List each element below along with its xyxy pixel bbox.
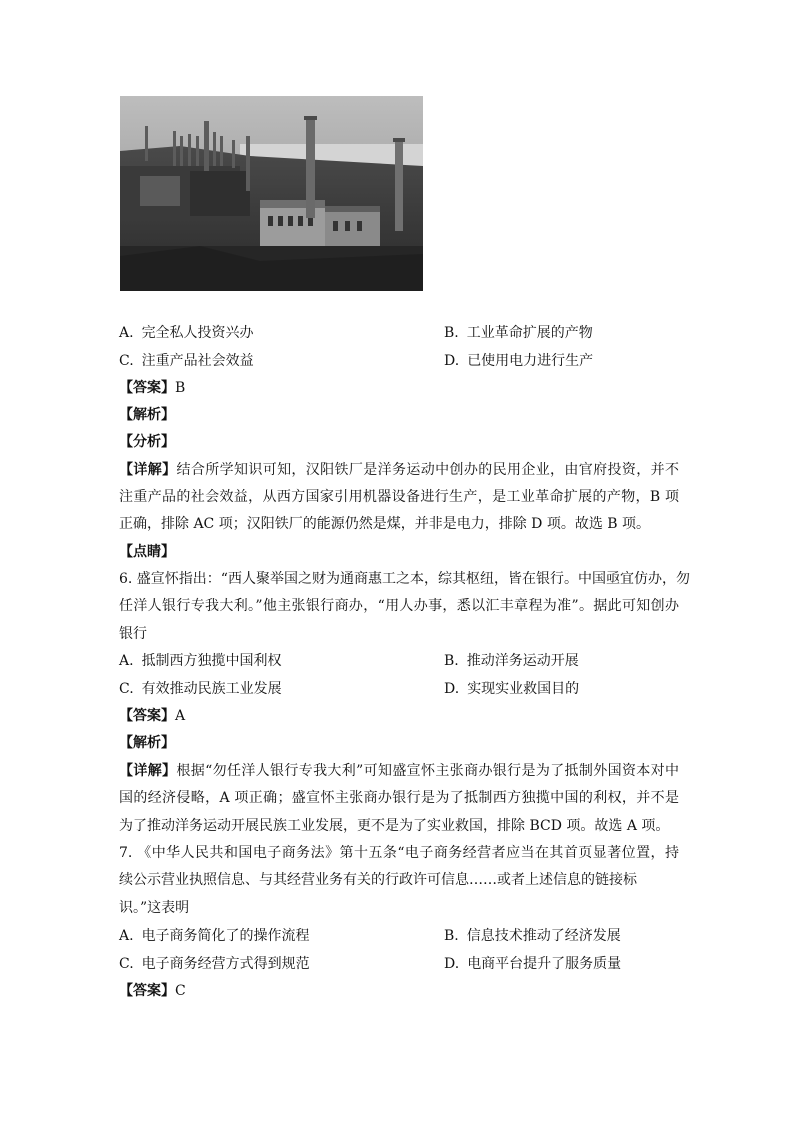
q6-analysis-label: 【解析】 (119, 735, 175, 751)
q6-option-c (119, 680, 282, 698)
answer-label: 【答案】 (119, 708, 175, 724)
option-letter: B. (444, 653, 459, 669)
q5-analysis-label: 【解析】 (119, 407, 175, 423)
q5-detail-line-1 (119, 461, 679, 479)
q7-option-a (119, 927, 310, 945)
q5-detail-line-3: 正确，排除 AC 项；汉阳铁厂的能源仍然是煤，并非是电力，排除 D 项。故选 B 项。 (119, 516, 651, 532)
option-text: 已使用电力进行生产 (467, 353, 594, 369)
q5-option-c (119, 352, 254, 370)
q7-option-d (444, 955, 621, 973)
option-text: 工业革命扩展的产物 (466, 325, 593, 341)
q5-dianjing-label: 【点睛】 (119, 544, 175, 560)
answer-value: B (175, 380, 186, 396)
q5-option-b (444, 324, 593, 342)
detail-label: 【详解】 (119, 763, 177, 779)
detail-label: 【详解】 (119, 462, 177, 478)
option-text: 注重产品社会效益 (141, 353, 254, 369)
q7-option-b (444, 927, 621, 945)
detail-text: 根据“勿任洋人银行专我大利”可知盛宣怀主张商办银行是为了抵制外国资本对中 (176, 763, 680, 779)
option-text: 电商平台提升了服务质量 (467, 956, 622, 972)
option-text: 有效推动民族工业发展 (141, 681, 282, 697)
option-letter: D. (444, 681, 460, 697)
option-text: 抵制西方独揽中国利权 (141, 653, 282, 669)
factory-photo (120, 96, 423, 291)
option-letter: B. (444, 928, 459, 944)
q6-option-a (119, 652, 282, 670)
option-text: 电子商务经营方式得到规范 (141, 956, 310, 972)
q5-option-d (444, 352, 593, 370)
option-letter: A. (119, 325, 134, 341)
option-letter: C. (119, 681, 134, 697)
q6-stem-line-2: 任洋人银行专我大利。”他主张银行商办，“用人办事，悉以汇丰章程为准”。据此可知创办 (119, 598, 679, 614)
q7-option-c (119, 955, 310, 973)
q5-option-a (119, 324, 254, 342)
option-letter: D. (444, 956, 460, 972)
option-letter: A. (119, 928, 134, 944)
q7-stem-line-1: 7. 《中华人民共和国电子商务法》第十五条“电子商务经营者应当在其首页显著位置，持 (119, 845, 679, 861)
option-letter: C. (119, 956, 134, 972)
q6-option-d (444, 680, 579, 698)
answer-value: C (175, 983, 186, 999)
q6-stem-line-1: 6. 盛宣怀指出：“西人聚举国之财为通商惠工之本，综其枢纽，皆在银行。中国亟宜仿办，勿 (119, 571, 690, 587)
detail-text: 结合所学知识可知，汉阳铁厂是洋务运动中创办的民用企业，由官府投资，并不 (176, 462, 680, 478)
option-text: 完全私人投资兴办 (141, 325, 254, 341)
option-text: 电子商务简化了的操作流程 (141, 928, 310, 944)
q6-detail-line-2: 国的经济侵略，A 项正确；盛宣怀主张商办银行是为了抵制西方独揽中国的利权，并不是 (119, 790, 679, 806)
q5-fenxi-label: 【分析】 (119, 434, 175, 450)
option-letter: B. (444, 325, 459, 341)
q6-detail-line-3: 为了推动洋务运动开展民族工业发展，更不是为了实业救国，排除 BCD 项。故选 A 项。 (119, 818, 670, 834)
option-letter: A. (119, 653, 134, 669)
option-text: 信息技术推动了经济发展 (466, 928, 621, 944)
q7-stem-line-3: 识。”这表明 (119, 900, 190, 916)
q6-option-b (444, 652, 579, 670)
answer-label: 【答案】 (119, 983, 175, 999)
q6-detail-line-1 (119, 762, 679, 780)
q5-answer (119, 379, 679, 397)
answer-label: 【答案】 (119, 380, 175, 396)
q6-answer (119, 707, 679, 725)
option-letter: C. (119, 353, 134, 369)
answer-value: A (175, 708, 186, 724)
q7-stem-line-2: 续公示营业执照信息、与其经营业务有关的行政许可信息……或者上述信息的链接标 (119, 872, 637, 888)
q5-detail-line-2: 注重产品的社会效益，从西方国家引用机器设备进行生产，是工业革命扩展的产物，B 项 (119, 489, 679, 505)
q7-answer (119, 982, 679, 1000)
option-text: 实现实业救国目的 (467, 681, 580, 697)
q6-stem-line-3: 银行 (119, 626, 147, 642)
option-letter: D. (444, 353, 460, 369)
option-text: 推动洋务运动开展 (466, 653, 579, 669)
factory-photo-image (120, 96, 423, 291)
